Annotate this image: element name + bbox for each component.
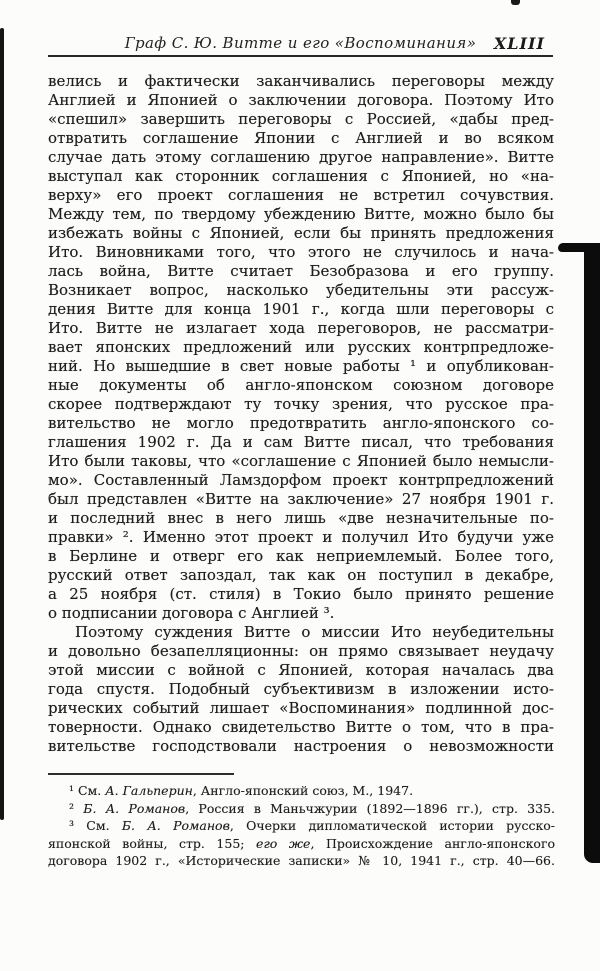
text-line (48, 817, 555, 835)
text-segment: , Происхождение англо-японского (310, 835, 556, 851)
text-segment: дения Витте для конца 1901 г., когда шли переговоры с (48, 300, 554, 318)
text-line (48, 129, 554, 148)
text-segment: избежать войны с Японией, если бы принять предложения (48, 224, 554, 242)
text-line (48, 509, 554, 528)
text-segment: отвратить соглашение Японии с Англией и во всяком (48, 129, 554, 147)
body-text (48, 72, 554, 756)
footnote-rule (48, 773, 234, 775)
text-segment: был представлен «Витте на заключение» 27 ноября 1901 г. (48, 490, 554, 508)
text-line (48, 148, 554, 167)
running-title: Граф С. Ю. Витте и его «Воспоминания» (124, 34, 477, 52)
text-line (48, 72, 554, 91)
text-line (48, 91, 554, 110)
text-segment: а 25 ноября (ст. стиля) в Токио было принято решение (48, 585, 554, 603)
text-segment: и последний внес в него лишь «две незначительные по- (48, 509, 554, 527)
text-line (48, 224, 554, 243)
text-segment: случае дать этому соглашению другое направление». Витте (48, 148, 554, 166)
text-segment: ² (69, 800, 84, 816)
text-line (48, 737, 554, 756)
text-segment: вает японских предложений или русских контрпредложе- (48, 338, 554, 356)
text-segment: Ито. Виновниками того, что этого не случилось и нача- (48, 243, 554, 261)
text-segment: товерности. Однако свидетельство Витте о том, что в пра- (48, 718, 554, 736)
text-segment: японской войны, стр. 155; (48, 835, 257, 851)
text-segment: ные документы об англо-японском союзном договоре (48, 376, 554, 394)
text-line (48, 604, 554, 623)
text-line (48, 471, 554, 490)
text-segment: и довольно безапелляционны: он прямо связывает неудачу (48, 642, 554, 660)
text-segment: ний. Но вышедшие в свет новые работы ¹ и опубликован- (48, 357, 554, 375)
text-segment: , Россия в Маньчжурии (1892—1896 гг.), стр. 335. (185, 800, 556, 816)
text-line (48, 800, 555, 818)
scan-artifact-right-edge (584, 243, 600, 863)
text-segment: Ито были таковы, что «соглашение с Японией было немысли- (48, 452, 554, 470)
paragraph-2 (48, 623, 554, 756)
text-segment: , Англо-японский союз, М., 1947. (192, 783, 414, 798)
text-line (48, 262, 554, 281)
text-line (48, 395, 554, 414)
text-segment: Поэтому суждения Витте о миссии Ито неубедительны (75, 623, 554, 641)
text-line (48, 319, 554, 338)
text-line (48, 566, 554, 585)
italic-text-segment: Б. А. Романов (121, 818, 230, 833)
italic-text-segment: Б. А. Романов (83, 800, 186, 816)
footnotes (48, 782, 555, 870)
text-line (48, 547, 554, 566)
text-segment: мо». Составленный Ламздорфом проект контрпредложений (48, 471, 554, 489)
scan-artifact-left-edge (0, 28, 4, 820)
text-line (48, 281, 554, 300)
text-line (48, 490, 554, 509)
text-segment: этой миссии с войной с Японией, которая началась два (48, 661, 554, 679)
text-line (48, 110, 554, 129)
text-segment: глашения 1902 г. Да и сам Витте писал, что требования (48, 433, 554, 451)
header-rule (48, 55, 553, 57)
text-line (48, 243, 554, 262)
text-line (48, 167, 554, 186)
running-head (48, 34, 553, 54)
text-line (48, 452, 554, 471)
text-segment: в Берлине и отверг его как неприемлемый. Более того, (48, 547, 554, 565)
text-line (48, 300, 554, 319)
text-segment: вительство не могло предотвратить англо-японского со- (48, 414, 554, 432)
text-segment: рических событий лишает «Воспоминания» подлинной дос- (48, 699, 554, 717)
text-line (48, 433, 554, 452)
text-line (48, 680, 554, 699)
text-segment: велись и фактически заканчивались переговоры между (48, 72, 554, 90)
text-segment: , Очерки дипломатической истории русско- (229, 818, 556, 833)
text-segment: правки» ². Именно этот проект и получил Ито будучи уже (48, 528, 554, 546)
text-line (48, 623, 554, 642)
text-line (48, 414, 554, 433)
page-number: XLIII (493, 34, 545, 53)
text-line (48, 661, 554, 680)
italic-text-segment: его же (256, 835, 311, 851)
text-line (48, 782, 555, 800)
text-segment: Ито. Витте не излагает хода переговоров, не рассматри- (48, 319, 554, 337)
text-segment: верху» его проект соглашения не встретил сочувствия. (48, 186, 554, 204)
text-segment: Между тем, по твердому убеждению Витте, можно было бы (48, 205, 554, 223)
text-segment: о подписании договора с Англией ³. (48, 604, 335, 622)
text-line (48, 835, 555, 853)
text-segment: ¹ См. (69, 783, 106, 798)
scan-artifact-top-spot (511, 0, 520, 5)
text-segment: договора 1902 г., «Исторические записки» № 10, 1941 г., стр. 40—66. (48, 853, 555, 868)
text-line (48, 642, 554, 661)
italic-text-segment: А. Гальперин (105, 783, 193, 798)
text-segment: лась война, Витте считает Безобразова и его группу. (48, 262, 554, 280)
text-line (48, 528, 554, 547)
text-segment: скорее подтверждают ту точку зрения, что русское пра- (48, 395, 554, 413)
text-line (48, 205, 554, 224)
text-segment: вительстве господствовали настроения о невозможности (48, 737, 554, 755)
text-line (48, 585, 554, 604)
text-line (48, 186, 554, 205)
text-line (48, 852, 555, 870)
text-line (48, 376, 554, 395)
text-line (48, 338, 554, 357)
paragraph-1 (48, 72, 554, 623)
text-segment: года спустя. Подобный субъективизм в изложении исто- (48, 680, 554, 698)
text-segment: Англией и Японией о заключении договора. Поэтому Ито (48, 91, 554, 109)
text-segment: русский ответ запоздал, так как он поступил в декабре, (48, 566, 554, 584)
text-segment: Возникает вопрос, насколько убедительны эти рассуж- (48, 281, 554, 299)
text-segment: ³ См. (69, 818, 122, 833)
text-line (48, 357, 554, 376)
text-line (48, 699, 554, 718)
text-segment: выступал как сторонник соглашения с Японией, но «на- (48, 167, 554, 185)
text-segment: «спешил» завершить переговоры с Россией, «дабы пред- (48, 110, 554, 128)
text-line (48, 718, 554, 737)
scan-artifact-right-blob (558, 243, 600, 252)
